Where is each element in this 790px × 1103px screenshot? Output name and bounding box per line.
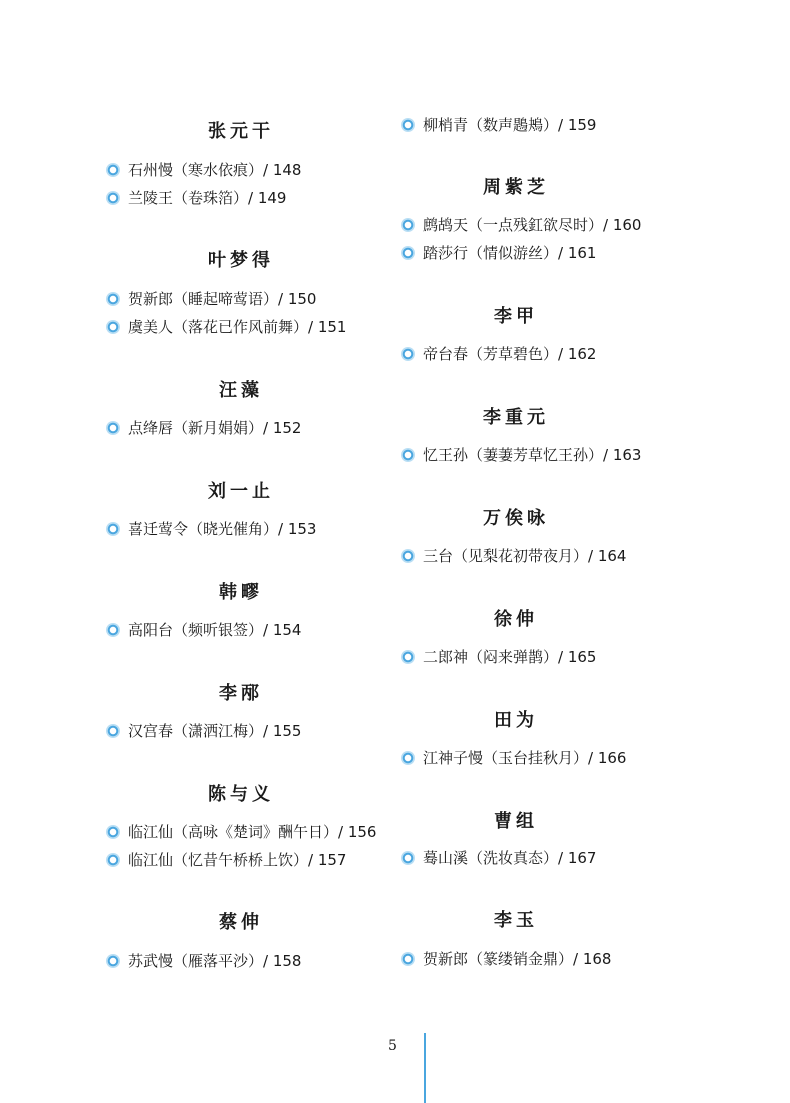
bullet-icon [106, 292, 120, 306]
toc-entry[interactable]: 二郎神（闷来弹鹊）/ 165 [401, 648, 596, 666]
author-heading: 张元干 [208, 121, 274, 142]
author-heading: 周紫芝 [483, 177, 549, 198]
bullet-icon [106, 853, 120, 867]
toc-entry[interactable]: 临江仙（忆昔午桥桥上饮）/ 157 [106, 851, 346, 869]
page-divider [424, 1033, 426, 1103]
author-heading: 田为 [494, 710, 538, 731]
bullet-icon [401, 246, 415, 260]
toc-entry[interactable]: 帝台春（芳草碧色）/ 162 [401, 345, 596, 363]
bullet-icon [401, 218, 415, 232]
bullet-icon [106, 191, 120, 205]
toc-entry[interactable]: 江神子慢（玉台挂秋月）/ 166 [401, 749, 626, 767]
author-heading: 刘一止 [208, 481, 274, 502]
author-heading: 陈与义 [208, 784, 274, 805]
author-heading: 蔡伸 [219, 912, 263, 933]
bullet-icon [106, 163, 120, 177]
bullet-icon [106, 623, 120, 637]
author-heading: 汪藻 [219, 380, 263, 401]
toc-entry[interactable]: 点绛唇（新月娟娟）/ 152 [106, 419, 301, 437]
toc-entry[interactable]: 柳梢青（数声鶗鴂）/ 159 [401, 116, 596, 134]
toc-entry[interactable]: 踏莎行（情似游丝）/ 161 [401, 244, 596, 262]
bullet-icon [401, 851, 415, 865]
toc-entry[interactable]: 忆王孙（萋萋芳草忆王孙）/ 163 [401, 446, 641, 464]
bullet-icon [106, 320, 120, 334]
author-heading: 李玉 [494, 910, 538, 931]
bullet-icon [401, 118, 415, 132]
toc-entry[interactable]: 石州慢（寒水依痕）/ 148 [106, 161, 301, 179]
toc-entry[interactable]: 三台（见梨花初带夜月）/ 164 [401, 547, 626, 565]
author-heading: 韩疁 [219, 582, 263, 603]
toc-entry[interactable]: 高阳台（频听银签）/ 154 [106, 621, 301, 639]
bullet-icon [401, 347, 415, 361]
author-heading: 曹组 [494, 811, 538, 832]
author-heading: 万俟咏 [483, 508, 549, 529]
bullet-icon [106, 825, 120, 839]
toc-entry[interactable]: 虞美人（落花已作风前舞）/ 151 [106, 318, 346, 336]
toc-entry[interactable]: 兰陵王（卷珠箔）/ 149 [106, 189, 286, 207]
toc-entry[interactable]: 汉宫春（潇洒江梅）/ 155 [106, 722, 301, 740]
author-heading: 李甲 [494, 306, 538, 327]
bullet-icon [401, 549, 415, 563]
bullet-icon [106, 954, 120, 968]
toc-entry[interactable]: 临江仙（高咏《楚词》酬午日）/ 156 [106, 823, 376, 841]
bullet-icon [106, 724, 120, 738]
author-heading: 李重元 [483, 407, 549, 428]
bullet-icon [401, 952, 415, 966]
bullet-icon [401, 650, 415, 664]
bullet-icon [401, 448, 415, 462]
toc-entry[interactable]: 喜迁莺令（晓光催角）/ 153 [106, 520, 316, 538]
toc-entry[interactable]: 苏武慢（雁落平沙）/ 158 [106, 952, 301, 970]
author-heading: 李邴 [219, 683, 263, 704]
toc-entry[interactable]: 鹧鸪天（一点残釭欲尽时）/ 160 [401, 216, 641, 234]
bullet-icon [106, 522, 120, 536]
author-heading: 叶梦得 [208, 250, 274, 271]
toc-entry[interactable]: 贺新郎（睡起啼莺语）/ 150 [106, 290, 316, 308]
toc-entry[interactable]: 贺新郎（篆缕销金鼎）/ 168 [401, 950, 611, 968]
toc-entry[interactable]: 蓦山溪（洗妆真态）/ 167 [401, 849, 596, 867]
bullet-icon [401, 751, 415, 765]
bullet-icon [106, 421, 120, 435]
page-number: 5 [388, 1038, 397, 1054]
author-heading: 徐伸 [494, 609, 538, 630]
